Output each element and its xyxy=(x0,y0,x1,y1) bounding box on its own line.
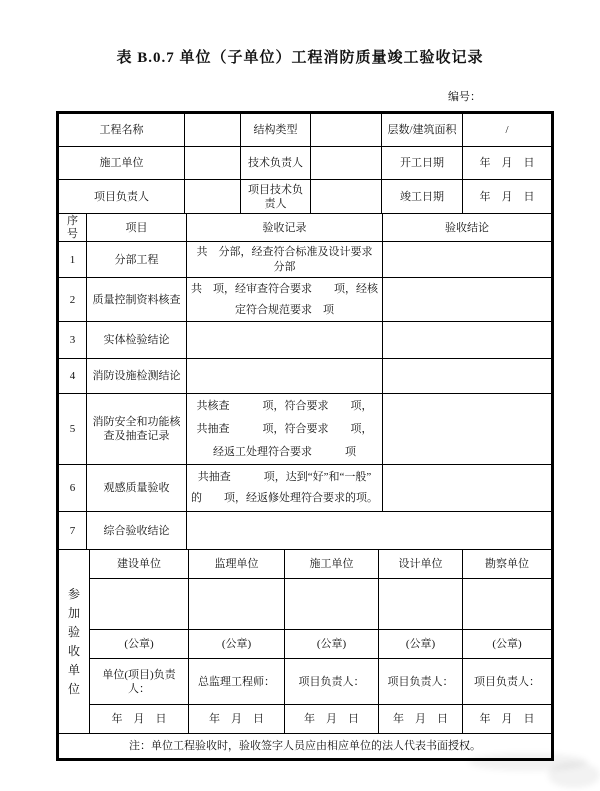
signature-space xyxy=(463,579,552,630)
item-6-record xyxy=(187,465,383,512)
structure-type-value xyxy=(311,114,382,147)
seal-label: (公章) xyxy=(379,630,463,659)
info-row-project-manager xyxy=(59,180,552,214)
item-5-no: 5 xyxy=(59,394,87,465)
item-1-conclusion xyxy=(383,242,552,278)
record-line: 共抽查 项，达到“好”和“一般” xyxy=(197,471,372,483)
item-header: 项目 xyxy=(87,214,187,242)
tech-director-label: 技术负责人 xyxy=(241,147,311,180)
floors-area-label: 层数/建筑面积 xyxy=(382,114,463,147)
items-header-row xyxy=(59,214,552,242)
item-4-conclusion xyxy=(383,359,552,394)
seal-label: (公章) xyxy=(463,630,552,659)
item-5-label: 消防安全和功能核查及抽查记录 xyxy=(87,394,187,465)
record-line: 经返工处理符合要求 项 xyxy=(213,445,356,458)
signer-label: 项目负责人： xyxy=(285,659,379,705)
sign-date: 年 月 日 xyxy=(90,705,189,734)
project-manager-value xyxy=(185,180,241,214)
units-date-row xyxy=(59,705,552,734)
record-header: 验收记录 xyxy=(187,214,383,242)
record-line: 定符合规范要求 项 xyxy=(235,303,334,316)
item-7-label: 综合验收结论 xyxy=(87,512,187,550)
construction-unit-value xyxy=(185,147,241,180)
signature-space xyxy=(90,579,189,630)
serial-number-label: 编号： xyxy=(448,91,481,103)
document-title: 表 B.0.7 单位（子单位）工程消防质量竣工验收记录 xyxy=(116,50,484,66)
unit-header-design: 设计单位 xyxy=(379,550,463,579)
item-4-no: 4 xyxy=(59,359,87,394)
item-row-3 xyxy=(59,322,552,359)
item-row-5 xyxy=(59,394,552,465)
item-5-conclusion xyxy=(383,394,552,465)
item-1-label: 分部工程 xyxy=(87,242,187,278)
seal-label: (公章) xyxy=(285,630,379,659)
item-2-record xyxy=(187,278,383,322)
project-tech-director-value xyxy=(311,180,382,214)
signature-space xyxy=(285,579,379,630)
acceptance-items-table xyxy=(58,213,552,550)
project-name-label: 工程名称 xyxy=(59,114,185,147)
item-6-label: 观感质量验收 xyxy=(87,465,187,512)
item-row-6 xyxy=(59,465,552,512)
item-row-4 xyxy=(59,359,552,394)
item-5-record xyxy=(187,394,383,465)
seal-label: (公章) xyxy=(189,630,285,659)
unit-header-supervision: 监理单位 xyxy=(189,550,285,579)
floors-area-value: / xyxy=(463,114,552,147)
project-manager-label: 项目负责人 xyxy=(59,180,185,214)
form-note: 注：单位工程验收时，验收签字人员应由相应单位的法人代表书面授权。 xyxy=(59,734,552,759)
item-3-label: 实体检验结论 xyxy=(87,322,187,359)
unit-header-contractor: 施工单位 xyxy=(285,550,379,579)
item-row-2 xyxy=(59,278,552,322)
project-info-table xyxy=(58,113,552,214)
item-7-record xyxy=(187,512,552,550)
project-tech-director-label: 项目技术负责人 xyxy=(241,180,311,214)
item-3-conclusion xyxy=(383,322,552,359)
record-line: 的 项，经返修处理符合要求的项。 xyxy=(191,492,378,504)
record-line: 共 分部，经查符合标准及设计要求 xyxy=(196,245,373,258)
item-row-7 xyxy=(59,512,552,550)
units-signer-row xyxy=(59,659,552,705)
unit-header-construction-owner: 建设单位 xyxy=(90,550,189,579)
signer-label: 项目负责人： xyxy=(379,659,463,705)
item-6-no: 6 xyxy=(59,465,87,512)
units-seal-row xyxy=(59,630,552,659)
structure-type-label: 结构类型 xyxy=(241,114,311,147)
start-date-label: 开工日期 xyxy=(382,147,463,180)
item-1-record xyxy=(187,242,383,278)
item-4-record xyxy=(187,359,383,394)
item-row-1 xyxy=(59,242,552,278)
sign-date: 年 月 日 xyxy=(285,705,379,734)
item-3-record xyxy=(187,322,383,359)
info-row-project-name xyxy=(59,114,552,147)
item-1-no: 1 xyxy=(59,242,87,278)
finish-date-label: 竣工日期 xyxy=(382,180,463,214)
seq-no-header: 序号 xyxy=(59,214,87,242)
tech-director-value xyxy=(311,147,382,180)
signer-label: 单位(项目)负责人： xyxy=(90,659,189,705)
signature-space xyxy=(189,579,285,630)
finish-date-value: 年 月 日 xyxy=(463,180,552,214)
units-header-row xyxy=(59,550,552,579)
item-6-conclusion xyxy=(383,465,552,512)
signer-label: 总监理工程师： xyxy=(189,659,285,705)
item-3-no: 3 xyxy=(59,322,87,359)
seal-label: (公章) xyxy=(90,630,189,659)
participating-units-table xyxy=(58,549,552,759)
unit-header-survey: 勘察单位 xyxy=(463,550,552,579)
conclusion-header: 验收结论 xyxy=(383,214,552,242)
scan-smudge xyxy=(548,762,600,788)
info-row-constructor xyxy=(59,147,552,180)
signature-space xyxy=(379,579,463,630)
item-2-conclusion xyxy=(383,278,552,322)
note-row xyxy=(59,734,552,759)
construction-unit-label: 施工单位 xyxy=(59,147,185,180)
record-line: 共 项，经审查符合要求 项，经核 xyxy=(191,282,378,295)
start-date-value: 年 月 日 xyxy=(463,147,552,180)
record-line: 共抽查 项，符合要求 项， xyxy=(196,422,373,435)
item-7-no: 7 xyxy=(59,512,87,550)
sign-date: 年 月 日 xyxy=(379,705,463,734)
item-4-label: 消防设施检测结论 xyxy=(87,359,187,394)
acceptance-record-form xyxy=(56,111,554,761)
record-line: 分部 xyxy=(273,260,296,273)
record-line: 共核查 项，符合要求 项， xyxy=(196,399,373,412)
sign-date: 年 月 日 xyxy=(463,705,552,734)
item-2-no: 2 xyxy=(59,278,87,322)
sign-date: 年 月 日 xyxy=(189,705,285,734)
units-signature-space-row xyxy=(59,579,552,630)
signer-label: 项目负责人： xyxy=(463,659,552,705)
participants-side-label: 参加验收单位 xyxy=(59,550,90,734)
project-name-value xyxy=(185,114,241,147)
item-2-label: 质量控制资料核查 xyxy=(87,278,187,322)
